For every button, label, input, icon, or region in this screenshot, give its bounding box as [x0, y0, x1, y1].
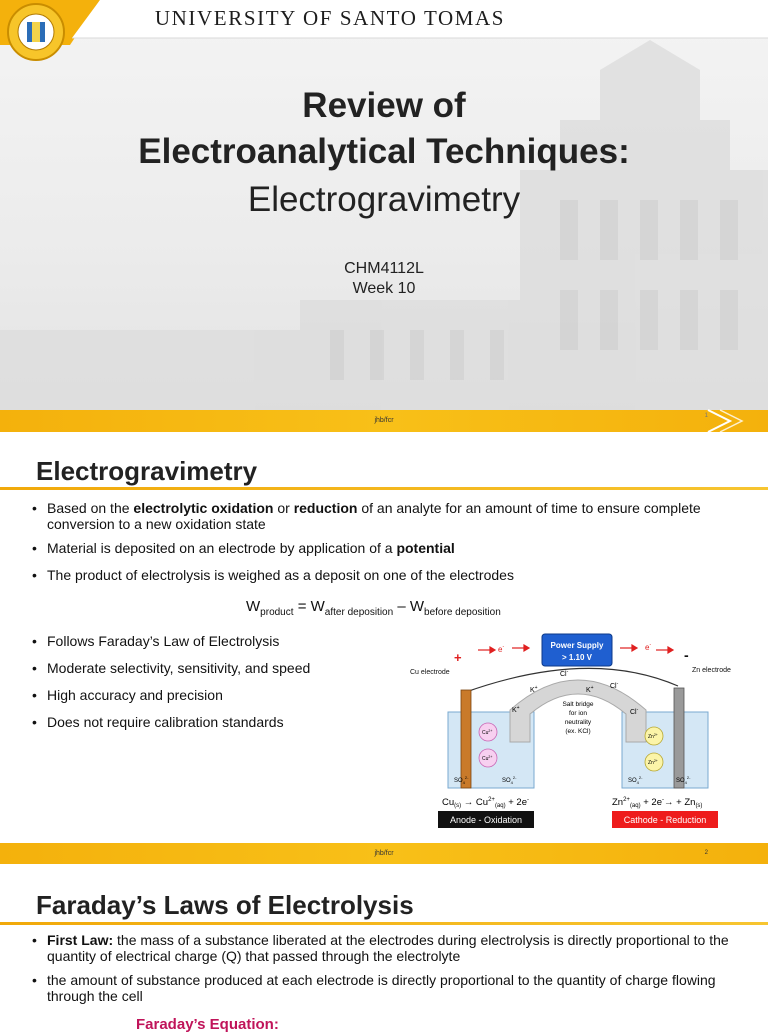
svg-text:Cu2+: $Cu^{2+}$ [482, 729, 493, 736]
cl-ion-label: Cl- [630, 707, 639, 716]
title-line-1: Review of [302, 86, 466, 125]
salt-bridge-caption: (ex. KCl) [565, 728, 591, 735]
cu-electrode-label: Cu electrode [410, 669, 450, 676]
bullet-item: • Follows Faraday’s Law of Electrolysis [32, 628, 392, 655]
anode-reaction: $Cu_{(s)} \to Cu^{2+}_{(aq)} + 2e^-$ [442, 797, 530, 809]
footer-chevron-decoration [668, 410, 768, 432]
next-heading: Faraday’s Equation: [136, 1016, 279, 1033]
footer-bar [0, 843, 768, 865]
zn-electrode-label: Zn electrode [692, 667, 731, 674]
cathode-label: Cathode - Reduction [623, 815, 707, 825]
cl-ion-label: Cl- [610, 681, 619, 690]
bullet-item: • First Law: the mass of a substance liberated at the electrodes during electrolysis is directly proportional to the quantity of electrical charge (Q) that passed through the electrolyte [32, 932, 738, 964]
salt-bridge-caption: for ion [568, 710, 588, 717]
title-slide [0, 0, 768, 432]
bullet-list-lower [32, 628, 392, 736]
cathode-reaction: $Zn^{2+}_{(aq)} + 2e^-\to + Zn_{(s)}$ [612, 797, 703, 809]
sulfate-label: $SO_4^{2-}$ [502, 775, 517, 785]
bullet-item: • The product of electrolysis is weighed as a deposit on one of the electrodes [32, 567, 732, 583]
electrolytic-cell-diagram [390, 630, 770, 830]
electron-label: e- [645, 642, 652, 652]
cl-ion-label: Cl- [560, 669, 569, 678]
bullet-item: • Based on the electrolytic oxidation or reduction of an analyte for an amount of time to ensure complete conversion to a new oxidation state [32, 500, 732, 532]
k-ion-label: K+ [512, 705, 520, 714]
bullet-item: • Moderate selectivity, sensitivity, and speed [32, 655, 392, 682]
bullet-list-top [32, 500, 732, 583]
positive-terminal: + [454, 650, 462, 665]
bullet-item: • High accuracy and precision [32, 682, 392, 709]
footer-initials: jhb/fcr [374, 417, 394, 424]
power-supply-voltage: > 1.10 V [561, 653, 593, 662]
salt-bridge-caption: Salt bridge [562, 701, 594, 708]
page-number: 2 [704, 850, 708, 856]
zn-electrode-rod [674, 688, 684, 788]
negative-terminal: - [684, 647, 689, 663]
electrogravimetry-slide [0, 432, 768, 864]
bullet-item: • the amount of substance produced at each electrode is directly proportional to the quantity of charge flowing through the cell [32, 972, 738, 1004]
title-underline [0, 487, 768, 490]
svg-text:Zn2+: $Zn^{2+}$ [648, 759, 658, 766]
faraday-laws-slide [0, 864, 768, 1033]
title-underline [0, 922, 768, 925]
k-ion-label: K+ [586, 685, 594, 694]
bullet-list [32, 932, 738, 1004]
power-supply-label: Power Supply [550, 641, 604, 650]
footer-bar [0, 410, 768, 432]
title-line-2: Electroanalytical Techniques: [138, 132, 630, 171]
slide-title: Electrogravimetry [36, 456, 258, 486]
university-seal-logo [6, 2, 66, 62]
sulfate-label: $SO_4^{2-}$ [628, 775, 643, 785]
svg-text:Cu2+: $Cu^{2+}$ [482, 755, 493, 762]
university-name: UNIVERSITY OF SANTO TOMAS [154, 6, 506, 30]
slide-title: Faraday’s Laws of Electrolysis [36, 890, 414, 920]
bullet-item: • Does not require calibration standards [32, 709, 392, 736]
electron-label: e- [498, 644, 505, 654]
title-subtitle: Electrogravimetry [247, 180, 521, 219]
svg-text:Zn2+: $Zn^{2+}$ [648, 733, 658, 740]
week-label: Week 10 [352, 280, 416, 297]
footer-initials: jhb/fcr [374, 850, 394, 857]
sulfate-label: $SO_4^{2-}$ [676, 775, 691, 785]
course-code: CHM4112L [344, 260, 424, 277]
bullet-item: • Material is deposited on an electrode by application of a potential [32, 540, 732, 556]
anode-label: Anode - Oxidation [449, 815, 523, 825]
cu-electrode-rod [461, 690, 471, 788]
mass-equation: $W_{product} = W_{after deposition} - W_{before deposition}$ [246, 598, 501, 618]
k-ion-label: K+ [530, 685, 538, 694]
sulfate-label: $SO_4^{2-}$ [454, 775, 469, 785]
salt-bridge-caption: neutrality [564, 719, 592, 726]
page-number: 1 [704, 413, 708, 419]
